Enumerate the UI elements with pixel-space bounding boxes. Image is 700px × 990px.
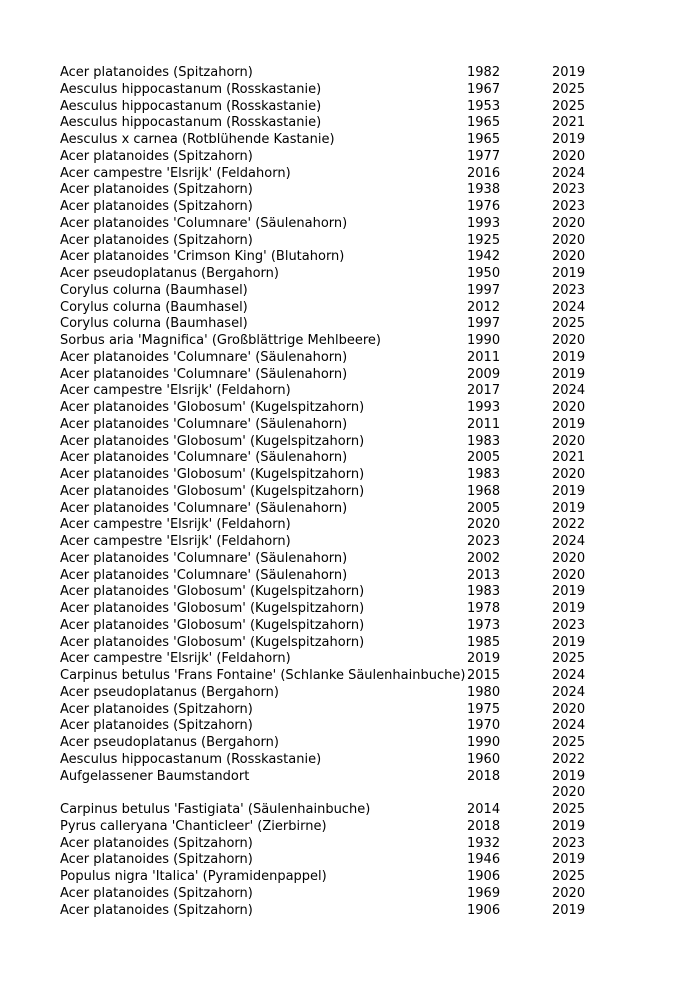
- control-year-cell: 2024: [552, 718, 586, 734]
- table-row: [60, 216, 600, 233]
- control-year-cell: 2025: [552, 81, 586, 97]
- control-year-cell: 2022: [552, 517, 586, 533]
- table-row: [60, 417, 600, 434]
- control-year-cell: 2019: [552, 852, 586, 868]
- tree-species-cell: Acer platanoides (Spitzahorn): [60, 852, 253, 868]
- table-row: [60, 668, 600, 685]
- planting-year-cell: 1983: [467, 433, 501, 449]
- table-row: [60, 467, 600, 484]
- table-row: [60, 115, 600, 132]
- table-row: [60, 903, 600, 920]
- control-year-cell: 2025: [552, 802, 586, 817]
- planting-year-cell: 2015: [467, 668, 501, 683]
- tree-species-cell: Populus nigra 'Italica' (Pyramidenpappel): [60, 869, 327, 884]
- control-year-cell: 2023: [552, 282, 586, 298]
- planting-year-cell: 1970: [467, 718, 501, 734]
- table-row: [60, 836, 600, 853]
- planting-year-cell: 1983: [467, 467, 501, 482]
- planting-year-cell: 1953: [467, 98, 501, 114]
- tree-species-cell: Aufgelassener Baumstandort: [60, 768, 250, 784]
- control-year-cell: 2020: [552, 249, 586, 265]
- planting-year-cell: 1973: [467, 617, 501, 633]
- planting-year-cell: 2019: [467, 651, 501, 667]
- planting-year-cell: 1997: [467, 282, 501, 298]
- control-year-cell: 2020: [552, 148, 586, 164]
- tree-species-cell: Acer platanoides 'Columnare' (Säulenahorn): [60, 349, 348, 365]
- planting-year-cell: 2011: [467, 349, 501, 365]
- control-year-cell: 2019: [552, 601, 586, 616]
- tree-species-cell: Acer platanoides (Spitzahorn): [60, 232, 253, 248]
- control-year-cell: 2019: [552, 634, 586, 650]
- table-row: [60, 551, 600, 568]
- table-row: [60, 300, 600, 317]
- planting-year-cell: 2014: [467, 802, 501, 817]
- planting-year-cell: 1950: [467, 266, 501, 281]
- table-row: [60, 517, 600, 534]
- control-year-cell: 2020: [552, 785, 586, 801]
- control-year-cell: 2020: [552, 567, 586, 583]
- planting-year-cell: 2012: [467, 299, 501, 315]
- planting-year-cell: 1960: [467, 751, 501, 767]
- table-row: [60, 802, 600, 819]
- control-year-cell: 2024: [552, 165, 586, 181]
- table-row: [60, 534, 600, 551]
- table-row: [60, 752, 600, 769]
- control-year-cell: 2020: [552, 550, 586, 566]
- planting-year-cell: 1969: [467, 885, 501, 901]
- table-row: [60, 99, 600, 116]
- tree-species-cell: Acer platanoides (Spitzahorn): [60, 885, 253, 901]
- tree-species-cell: Aesculus hippocastanum (Rosskastanie): [60, 751, 322, 767]
- table-row: [60, 852, 600, 869]
- planting-year-cell: 1990: [467, 333, 501, 348]
- table-row: [60, 886, 600, 903]
- table-row: [60, 584, 600, 601]
- tree-species-cell: Acer platanoides (Spitzahorn): [60, 199, 253, 214]
- table-row: [60, 434, 600, 451]
- control-year-cell: 2020: [552, 232, 586, 248]
- planting-year-cell: 2020: [467, 517, 501, 533]
- control-year-cell: 2019: [552, 65, 586, 80]
- table-row: [60, 484, 600, 501]
- tree-species-cell: Acer platanoides 'Columnare' (Säulenahorn): [60, 416, 348, 432]
- planting-year-cell: 1977: [467, 148, 501, 164]
- planting-year-cell: 1993: [467, 400, 501, 415]
- tree-species-cell: Aesculus x carnea (Rotblühende Kastanie): [60, 132, 335, 147]
- tree-species-cell: Acer campestre 'Elsrijk' (Feldahorn): [60, 517, 291, 533]
- table-row: [60, 769, 600, 786]
- tree-species-cell: Acer campestre 'Elsrijk' (Feldahorn): [60, 383, 291, 399]
- planting-year-cell: 1968: [467, 483, 501, 499]
- table-row: [60, 249, 600, 266]
- control-year-cell: 2023: [552, 617, 586, 633]
- table-row: [60, 333, 600, 350]
- tree-species-cell: Acer platanoides 'Globosum' (Kugelspitzahorn): [60, 634, 365, 650]
- control-year-cell: 2020: [552, 433, 586, 449]
- table-row: [60, 149, 600, 166]
- tree-species-cell: Acer pseudoplatanus (Bergahorn): [60, 684, 279, 700]
- table-row: [60, 82, 600, 99]
- control-year-cell: 2020: [552, 467, 586, 482]
- table-row: [60, 651, 600, 668]
- planting-year-cell: 2016: [467, 165, 501, 181]
- table-row: [60, 266, 600, 283]
- planting-year-cell: 1978: [467, 601, 501, 616]
- control-year-cell: 2019: [552, 416, 586, 432]
- control-year-cell: 2019: [552, 584, 586, 600]
- control-year-cell: 2021: [552, 115, 586, 131]
- control-year-cell: 2024: [552, 534, 586, 549]
- planting-year-cell: 2023: [467, 534, 501, 549]
- control-year-cell: 2019: [552, 366, 586, 382]
- table-row: [60, 685, 600, 702]
- control-year-cell: 2023: [552, 835, 586, 851]
- tree-species-cell: Acer platanoides 'Globosum' (Kugelspitzahorn): [60, 400, 365, 415]
- table-row: [60, 132, 600, 149]
- planting-year-cell: 1983: [467, 584, 501, 600]
- control-year-cell: 2025: [552, 316, 586, 332]
- table-row: [60, 601, 600, 618]
- planting-year-cell: 1942: [467, 249, 501, 265]
- control-year-cell: 2019: [552, 902, 586, 918]
- control-year-cell: 2020: [552, 215, 586, 231]
- planting-year-cell: 2009: [467, 366, 501, 382]
- control-year-cell: 2021: [552, 450, 586, 466]
- table-row: [60, 65, 600, 82]
- planting-year-cell: 1982: [467, 65, 501, 80]
- planting-year-cell: 2018: [467, 768, 501, 784]
- planting-year-cell: 2011: [467, 416, 501, 432]
- tree-species-cell: Acer platanoides (Spitzahorn): [60, 148, 253, 164]
- control-year-cell: 2019: [552, 818, 586, 834]
- tree-species-cell: Acer platanoides 'Globosum' (Kugelspitzahorn): [60, 601, 365, 616]
- control-year-cell: 2019: [552, 349, 586, 365]
- planting-year-cell: 1932: [467, 835, 501, 851]
- tree-species-cell: Acer platanoides (Spitzahorn): [60, 835, 253, 851]
- tree-species-cell: Corylus colurna (Baumhasel): [60, 282, 248, 298]
- tree-species-cell: Acer platanoides 'Globosum' (Kugelspitzahorn): [60, 584, 365, 600]
- tree-species-cell: Aesculus hippocastanum (Rosskastanie): [60, 98, 322, 114]
- tree-species-cell: Acer platanoides (Spitzahorn): [60, 701, 253, 717]
- control-year-cell: 2022: [552, 751, 586, 767]
- tree-species-cell: Corylus colurna (Baumhasel): [60, 316, 248, 332]
- tree-species-cell: Acer platanoides 'Columnare' (Säulenahorn): [60, 450, 348, 466]
- table-row: [60, 383, 600, 400]
- planting-year-cell: 1980: [467, 684, 501, 700]
- control-year-cell: 2019: [552, 483, 586, 499]
- planting-year-cell: 1938: [467, 182, 501, 198]
- tree-species-cell: Acer platanoides 'Crimson King' (Blutahorn): [60, 249, 345, 265]
- tree-species-cell: Acer platanoides 'Columnare' (Säulenahorn): [60, 215, 348, 231]
- table-row: [60, 869, 600, 886]
- tree-species-cell: Acer campestre 'Elsrijk' (Feldahorn): [60, 651, 291, 667]
- table-row: [60, 350, 600, 367]
- table-row: [60, 819, 600, 836]
- planting-year-cell: 2005: [467, 450, 501, 466]
- control-year-cell: 2020: [552, 333, 586, 348]
- table-row: [60, 785, 600, 802]
- table-row: [60, 316, 600, 333]
- tree-species-cell: Acer platanoides 'Columnare' (Säulenahorn): [60, 500, 348, 516]
- planting-year-cell: 1967: [467, 81, 501, 97]
- tree-species-cell: Acer campestre 'Elsrijk' (Feldahorn): [60, 534, 291, 549]
- table-row: [60, 233, 600, 250]
- table-row: [60, 635, 600, 652]
- tree-species-cell: Acer platanoides 'Globosum' (Kugelspitzahorn): [60, 617, 365, 633]
- control-year-cell: 2019: [552, 768, 586, 784]
- control-year-cell: 2024: [552, 668, 586, 683]
- planting-year-cell: 1985: [467, 634, 501, 650]
- tree-species-cell: Pyrus calleryana 'Chanticleer' (Zierbirne): [60, 818, 327, 834]
- table-row: [60, 182, 600, 199]
- control-year-cell: 2019: [552, 500, 586, 516]
- table-row: [60, 702, 600, 719]
- planting-year-cell: 2013: [467, 567, 501, 583]
- planting-year-cell: 2005: [467, 500, 501, 516]
- planting-year-cell: 1975: [467, 701, 501, 717]
- table-row: [60, 568, 600, 585]
- table-row: [60, 400, 600, 417]
- table-row: [60, 283, 600, 300]
- tree-species-cell: Acer platanoides (Spitzahorn): [60, 65, 253, 80]
- tree-species-cell: Carpinus betulus 'Fastigiata' (Säulenhainbuche): [60, 802, 371, 817]
- control-year-cell: 2020: [552, 885, 586, 901]
- table-row: [60, 166, 600, 183]
- table-row: [60, 199, 600, 216]
- control-year-cell: 2025: [552, 735, 586, 750]
- tree-table: [60, 65, 600, 919]
- control-year-cell: 2024: [552, 383, 586, 399]
- planting-year-cell: 1990: [467, 735, 501, 750]
- tree-species-cell: Acer platanoides 'Globosum' (Kugelspitzahorn): [60, 433, 365, 449]
- planting-year-cell: 1976: [467, 199, 501, 214]
- control-year-cell: 2019: [552, 132, 586, 147]
- tree-species-cell: Acer platanoides 'Globosum' (Kugelspitzahorn): [60, 467, 365, 482]
- control-year-cell: 2020: [552, 701, 586, 717]
- tree-species-cell: Acer platanoides 'Columnare' (Säulenahorn): [60, 550, 348, 566]
- tree-species-cell: Acer pseudoplatanus (Bergahorn): [60, 266, 279, 281]
- tree-species-cell: Acer platanoides 'Columnare' (Säulenahorn): [60, 567, 348, 583]
- tree-species-cell: Aesculus hippocastanum (Rosskastanie): [60, 81, 322, 97]
- tree-species-cell: Acer platanoides (Spitzahorn): [60, 718, 253, 734]
- planting-year-cell: 1906: [467, 902, 501, 918]
- planting-year-cell: 2002: [467, 550, 501, 566]
- control-year-cell: 2025: [552, 869, 586, 884]
- tree-species-cell: Corylus colurna (Baumhasel): [60, 299, 248, 315]
- tree-species-cell: Acer platanoides (Spitzahorn): [60, 902, 253, 918]
- planting-year-cell: 1965: [467, 115, 501, 131]
- table-row: [60, 367, 600, 384]
- tree-species-cell: Acer pseudoplatanus (Bergahorn): [60, 735, 279, 750]
- planting-year-cell: 1906: [467, 869, 501, 884]
- control-year-cell: 2020: [552, 400, 586, 415]
- planting-year-cell: 1993: [467, 215, 501, 231]
- table-row: [60, 501, 600, 518]
- planting-year-cell: 1925: [467, 232, 501, 248]
- tree-species-cell: Acer platanoides 'Globosum' (Kugelspitzahorn): [60, 483, 365, 499]
- control-year-cell: 2025: [552, 651, 586, 667]
- table-row: [60, 450, 600, 467]
- table-row: [60, 735, 600, 752]
- tree-species-cell: Acer platanoides (Spitzahorn): [60, 182, 253, 198]
- planting-year-cell: 1997: [467, 316, 501, 332]
- planting-year-cell: 1965: [467, 132, 501, 147]
- control-year-cell: 2024: [552, 299, 586, 315]
- planting-year-cell: 2018: [467, 818, 501, 834]
- table-row: [60, 618, 600, 635]
- tree-species-cell: Sorbus aria 'Magnifica' (Großblättrige Mehlbeere): [60, 333, 381, 348]
- table-row: [60, 718, 600, 735]
- tree-species-cell: Aesculus hippocastanum (Rosskastanie): [60, 115, 322, 131]
- planting-year-cell: 1946: [467, 852, 501, 868]
- planting-year-cell: 2017: [467, 383, 501, 399]
- control-year-cell: 2023: [552, 182, 586, 198]
- tree-species-cell: Acer platanoides 'Columnare' (Säulenahorn): [60, 366, 348, 382]
- tree-species-cell: Carpinus betulus 'Frans Fontaine' (Schlanke Säulenhainbuche): [60, 668, 466, 683]
- control-year-cell: 2024: [552, 684, 586, 700]
- control-year-cell: 2019: [552, 266, 586, 281]
- control-year-cell: 2023: [552, 199, 586, 214]
- control-year-cell: 2025: [552, 98, 586, 114]
- tree-species-cell: Acer campestre 'Elsrijk' (Feldahorn): [60, 165, 291, 181]
